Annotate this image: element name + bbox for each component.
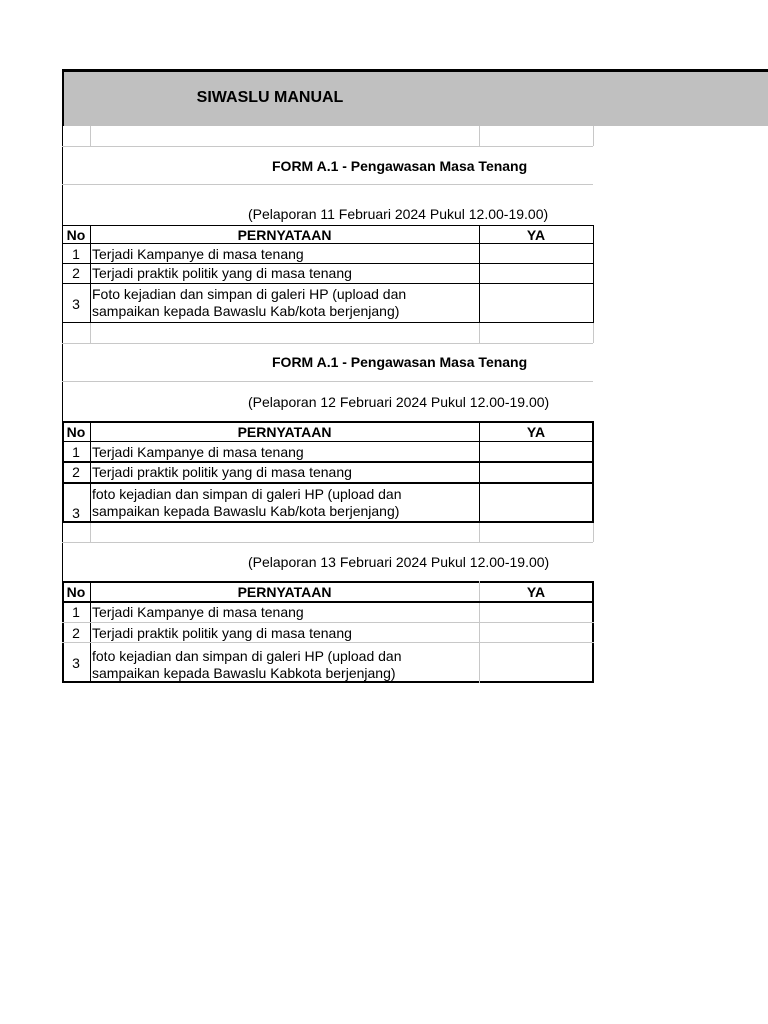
row-number: 3 (72, 296, 80, 312)
grid-line (62, 263, 594, 264)
grid-line (90, 323, 91, 343)
period-label-2: (Pelaporan 12 Februari 2024 Pukul 12.00-19.00) (248, 394, 550, 410)
grid-line (62, 243, 594, 244)
column-header-statement: PERNYATAAN (237, 227, 332, 243)
row-statement: Terjadi praktik politik yang di masa tenang (92, 265, 352, 281)
grid-line (479, 323, 480, 343)
column-header-no: No (66, 424, 86, 440)
column-header-no: No (66, 584, 86, 600)
column-header-statement: PERNYATAAN (237, 584, 332, 600)
period-label-1: (Pelaporan 11 Februari 2024 Pukul 12.00-19.00) (248, 206, 549, 222)
grid-line (62, 482, 594, 484)
period-label-3: (Pelaporan 13 Februari 2024 Pukul 12.00-19.00) (248, 554, 550, 570)
grid-line (62, 184, 593, 185)
row-statement-line1: foto kejadian dan simpan di galeri HP (upload dan (92, 648, 402, 664)
grid-line (479, 523, 480, 542)
grid-line (62, 642, 594, 643)
page-title: SIWASLU MANUAL (196, 88, 344, 106)
row-number: 1 (72, 444, 80, 460)
grid-line (62, 601, 594, 603)
row-number: 3 (72, 505, 80, 521)
grid-line (593, 523, 594, 542)
row-statement-line2: sampaikan kepada Bawaslu Kab/kota berjenjang) (92, 303, 400, 319)
row-number: 3 (72, 655, 80, 671)
row-statement: Terjadi praktik politik yang di masa tenang (92, 625, 352, 641)
grid-line (62, 461, 594, 463)
grid-line (479, 126, 480, 146)
grid-line (62, 622, 594, 623)
row-statement-line1: foto kejadian dan simpan di galeri HP (upload dan (92, 486, 402, 502)
row-number: 2 (72, 464, 80, 480)
grid-line (62, 343, 593, 344)
grid-line (62, 542, 593, 543)
grid-line (62, 283, 594, 284)
column-header-statement: PERNYATAAN (237, 424, 332, 440)
grid-line (62, 146, 593, 147)
grid-line (593, 126, 594, 146)
form-title-1: FORM A.1 - Pengawasan Masa Tenang (272, 158, 528, 174)
form-title-2: FORM A.1 - Pengawasan Masa Tenang (272, 354, 528, 370)
row-statement-line2: sampaikan kepada Bawaslu Kab/kota berjenjang) (92, 503, 400, 519)
row-number: 2 (72, 625, 80, 641)
row-statement-line2: sampaikan kepada Bawaslu Kabkota berjenjang) (92, 665, 396, 681)
page-title-container (62, 69, 768, 126)
column-header-yes: YA (526, 424, 546, 440)
grid-line (593, 323, 594, 343)
grid-line (90, 523, 91, 542)
row-statement: Terjadi praktik politik yang di masa tenang (92, 464, 352, 480)
grid-line (62, 441, 594, 442)
grid-line (90, 126, 91, 146)
row-number: 1 (72, 604, 80, 620)
row-number: 1 (72, 246, 80, 262)
row-statement: Terjadi Kampanye di masa tenang (92, 246, 304, 262)
row-statement: Terjadi Kampanye di masa tenang (92, 444, 304, 460)
column-header-yes: YA (526, 227, 546, 243)
row-statement: Terjadi Kampanye di masa tenang (92, 604, 304, 620)
row-statement-line1: Foto kejadian dan simpan di galeri HP (upload dan (92, 286, 407, 302)
column-header-no: No (66, 227, 86, 243)
column-header-yes: YA (526, 584, 546, 600)
grid-line (62, 381, 593, 382)
row-number: 2 (72, 265, 80, 281)
